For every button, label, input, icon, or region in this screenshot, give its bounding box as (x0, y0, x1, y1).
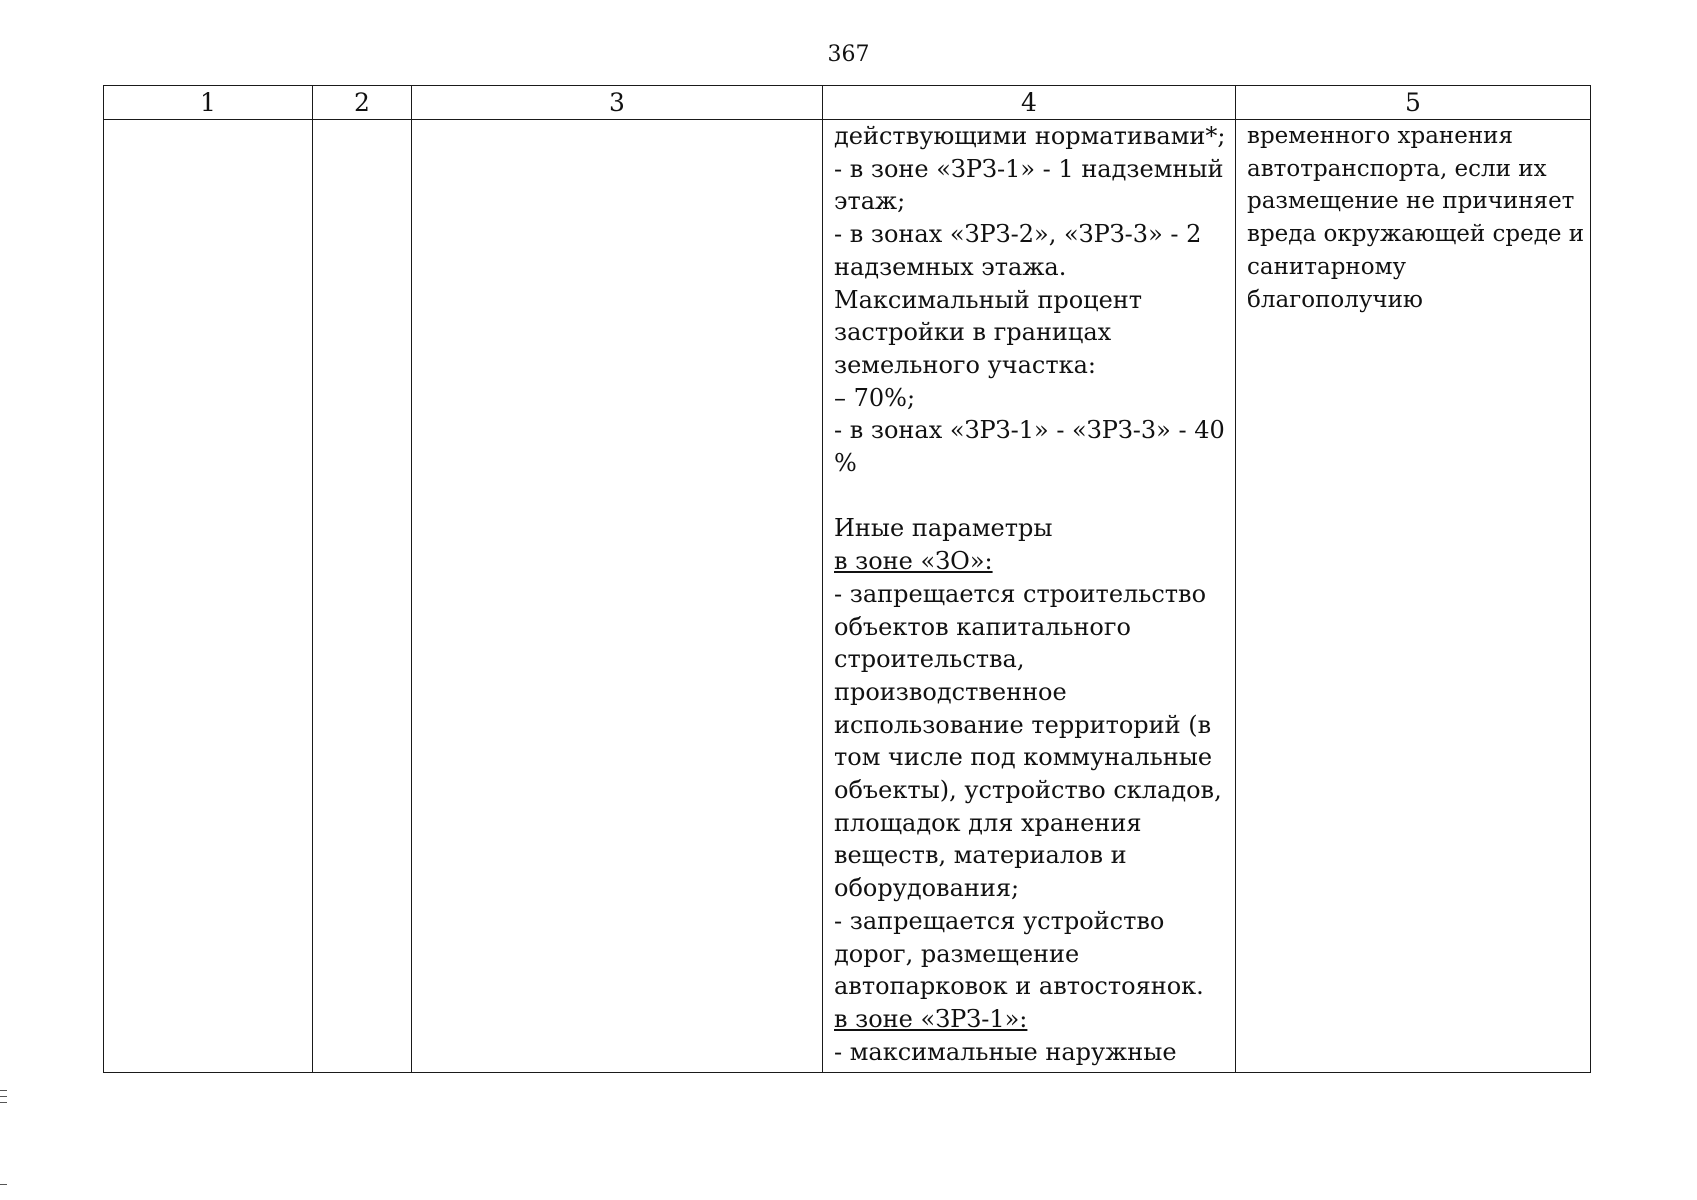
text-line: том числе под коммунальные (834, 743, 1213, 772)
text-line: % (834, 449, 857, 478)
column-header-2: 2 (313, 86, 412, 120)
text-line: застройки в границах (834, 318, 1112, 347)
column-header-1: 1 (104, 86, 313, 120)
text-line: – 70%; (834, 383, 916, 412)
zone-heading-zo: в зоне «ЗО»: (834, 547, 993, 576)
column-header-4: 4 (823, 86, 1236, 120)
text-line: Иные параметры (834, 514, 1053, 543)
table-row (104, 120, 1591, 1073)
text-line: этаж; (834, 187, 906, 216)
text-line: - в зонах «ЗРЗ-2», «ЗРЗ-3» - 2 (834, 220, 1202, 249)
text-line: благополучию (1247, 286, 1423, 313)
text-line: - в зоне «ЗРЗ-1» - 1 надземный (834, 154, 1224, 183)
scan-margin-mark (0, 1096, 7, 1097)
column-header-3: 3 (412, 86, 823, 120)
cell-col-3 (412, 120, 823, 1073)
zone-heading-zrz-1: в зоне «ЗРЗ-1»: (834, 1004, 1028, 1033)
text-line: - запрещается устройство (834, 906, 1165, 935)
text-line: дорог, размещение (834, 939, 1080, 968)
text-line: автотранспорта, если их (1247, 155, 1547, 182)
text-line: действующими нормативами*; (834, 122, 1226, 150)
text-line: временного хранения (1247, 123, 1514, 149)
text-line: производственное (834, 677, 1067, 706)
text-line: использование территорий (в (834, 710, 1212, 739)
text-line: размещение не причиняет (1247, 188, 1575, 215)
text-line: автопарковок и автостоянок. (834, 972, 1204, 1001)
text-line: объекты), устройство складов, (834, 776, 1222, 805)
text-line: - в зонах «ЗРЗ-1» - «ЗРЗ-3» - 40 (834, 416, 1225, 445)
cell-col-5 (1236, 120, 1591, 1073)
cell-col-2 (313, 120, 412, 1073)
scan-margin-mark (0, 1184, 7, 1185)
header-row (104, 86, 1591, 120)
text-line: строительства, (834, 645, 1025, 674)
text-line: - запрещается строительство (834, 579, 1207, 608)
column-header-5: 5 (1236, 86, 1591, 120)
text-line: Максимальный процент (834, 285, 1143, 314)
text-line: веществ, материалов и (834, 841, 1127, 870)
cell-col-4 (823, 120, 1236, 1073)
text-line: объектов капитального (834, 612, 1131, 641)
scan-margin-mark (0, 1090, 7, 1091)
text-line: площадок для хранения (834, 808, 1142, 837)
text-line: санитарному (1247, 253, 1407, 280)
text-line: - максимальные наружные (834, 1037, 1177, 1066)
text-line: надземных этажа. (834, 252, 1067, 281)
blank-line (834, 480, 1227, 513)
cell-col-1 (104, 120, 313, 1073)
text-line: земельного участка: (834, 350, 1096, 379)
text-line: оборудования; (834, 874, 1020, 903)
scan-margin-mark (0, 1102, 7, 1103)
text-line: вреда окружающей среде и (1247, 221, 1585, 248)
page-number: 367 (827, 42, 870, 67)
regulation-table (103, 85, 1591, 1073)
